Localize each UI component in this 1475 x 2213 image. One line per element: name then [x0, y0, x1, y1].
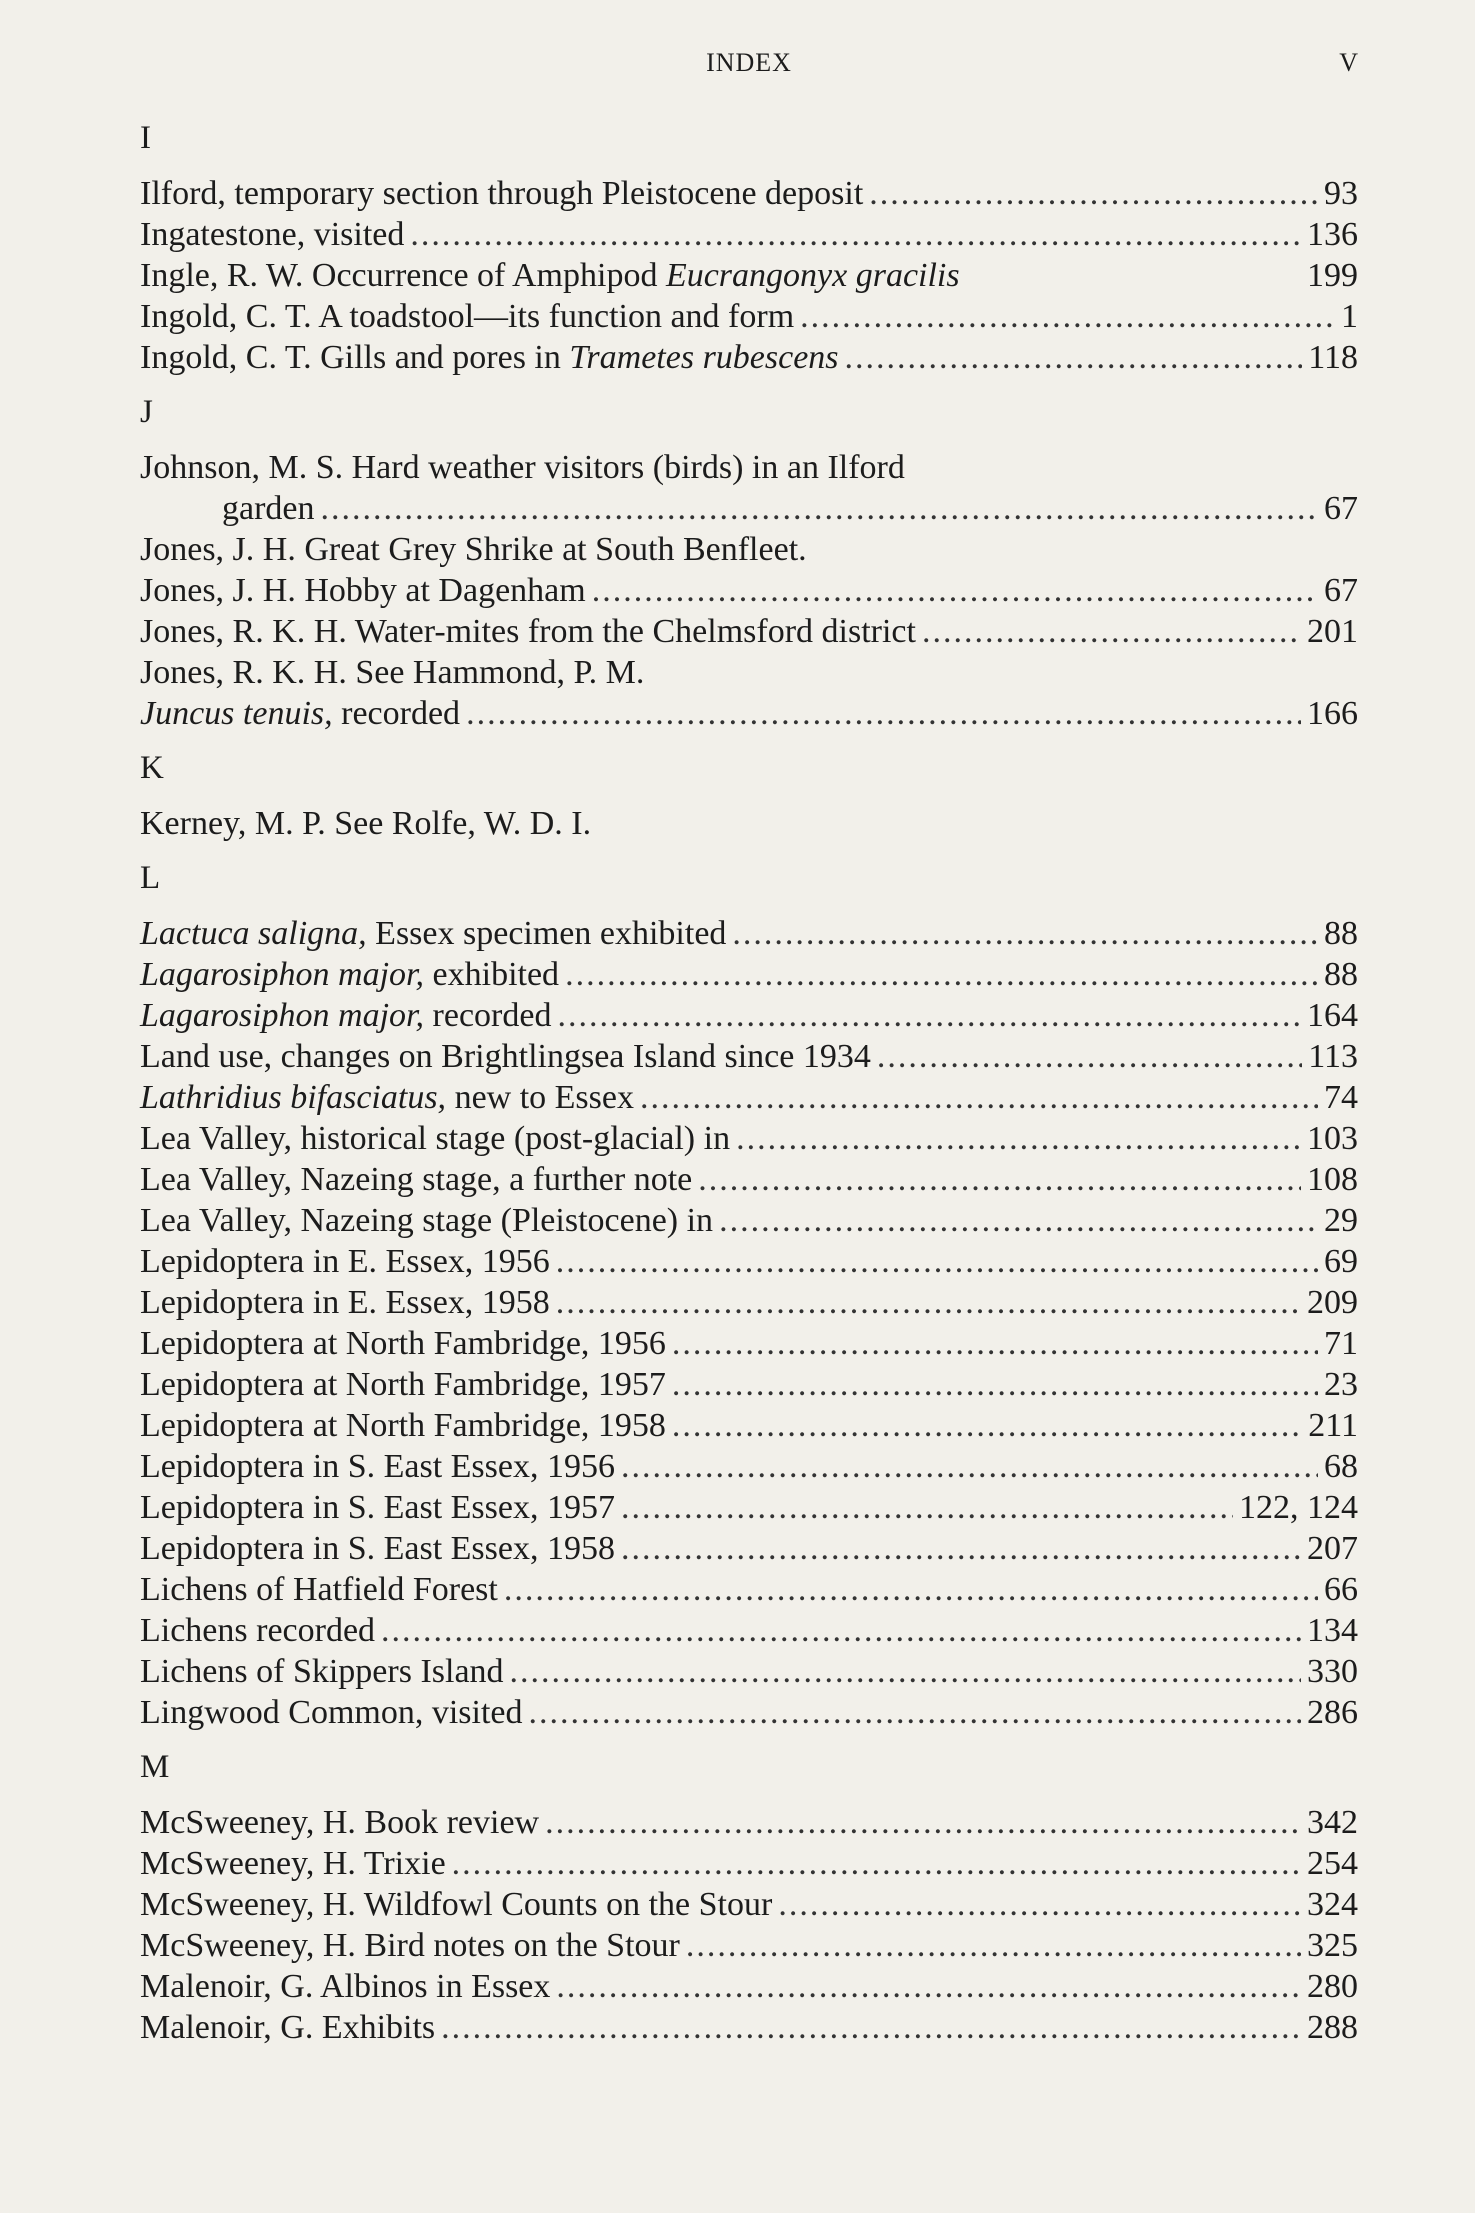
section-letter: I [140, 120, 151, 156]
leader-dots [556, 1241, 1318, 1282]
leader-dots [321, 488, 1318, 529]
leader-dots [621, 1528, 1301, 1569]
species-name: Lathridius bifasciatus, [140, 1079, 447, 1116]
entry-page-number: 330 [1307, 1653, 1358, 1690]
species-name: Lagarosiphon major, [140, 997, 425, 1034]
index-entry [140, 1118, 1358, 1159]
leader-dots [381, 1610, 1301, 1651]
leader-dots [736, 1118, 1301, 1159]
species-name: Trametes rubescens [569, 339, 839, 376]
entry-page-number: 88 [1324, 956, 1358, 993]
entry-label: Lichens of Hatfield Forest [140, 1571, 498, 1608]
entry-text: new to Essex [446, 1079, 634, 1116]
entry-page-number: 23 [1324, 1366, 1358, 1403]
leader-dots [922, 611, 1301, 652]
entry-page-number: 66 [1324, 1571, 1358, 1608]
leader-dots [510, 1651, 1301, 1692]
entry-page-number: 1 [1341, 298, 1358, 335]
entry-page-number: 254 [1307, 1845, 1358, 1882]
leader-dots [592, 570, 1318, 611]
entry-page-number: 71 [1324, 1325, 1358, 1362]
leader-dots [672, 1323, 1318, 1364]
entry-page-number: 118 [1308, 339, 1358, 376]
index-entry [140, 1569, 1358, 1610]
entry-page-number: 136 [1307, 216, 1358, 253]
leader-dots [621, 1446, 1318, 1487]
leader-dots [686, 1925, 1301, 1966]
index-entry [140, 173, 1358, 214]
entry-label: Jones, R. K. H. Water-mites from the Chelmsford district [140, 613, 916, 650]
entry-page-number: 201 [1307, 613, 1358, 650]
entry-text: Ingold, C. T. Gills and pores in [140, 339, 570, 376]
index-list [140, 118, 1358, 2048]
index-entry [140, 1323, 1358, 1364]
entry-label: Malenoir, G. Albinos in Essex [140, 1968, 551, 2005]
index-entry [140, 255, 1358, 296]
entry-label: Lepidoptera at North Fambridge, 1958 [140, 1407, 666, 1444]
entry-label [140, 1077, 634, 1118]
entry-label: Malenoir, G. Exhibits [140, 2009, 436, 2046]
entry-label: Jones, R. K. H. See Hammond, P. M. [140, 654, 645, 691]
entry-label [140, 954, 559, 995]
leader-dots [557, 995, 1301, 1036]
entry-text: Ingle, R. W. Occurrence of Amphipod [140, 257, 666, 294]
entry-page-number: 93 [1324, 175, 1358, 212]
index-entry [140, 1610, 1358, 1651]
index-entry [140, 1364, 1358, 1405]
entry-label: Lea Valley, historical stage (post-glacial) in [140, 1120, 731, 1157]
entry-label: Jones, J. H. Hobby at Dagenham [140, 572, 586, 609]
entry-label: Ingold, C. T. A toadstool—its function and form [140, 298, 795, 335]
entry-page-number: 67 [1324, 572, 1358, 609]
entry-page-number: 280 [1307, 1968, 1358, 2005]
entry-page-number: 325 [1307, 1927, 1358, 1964]
entry-page-number: 68 [1324, 1448, 1358, 1485]
entry-page-number: 286 [1307, 1694, 1358, 1731]
page-title: INDEX [706, 48, 792, 77]
leader-dots [529, 1692, 1302, 1733]
entry-page-number: 199 [1307, 257, 1358, 294]
leader-dots [504, 1569, 1318, 1610]
entry-page-number: 342 [1307, 1804, 1358, 1841]
entry-label: Lepidoptera in E. Essex, 1956 [140, 1243, 550, 1280]
page-header [140, 48, 1358, 88]
leader-dots [466, 693, 1301, 734]
section-letter: K [140, 750, 164, 786]
index-entry [140, 1884, 1358, 1925]
entry-page-number: 113 [1308, 1038, 1358, 1075]
index-entry [140, 1282, 1358, 1323]
entry-label: Lea Valley, Nazeing stage, a further note [140, 1161, 693, 1198]
index-entry [140, 995, 1358, 1036]
index-entry [140, 1487, 1358, 1528]
page-number: V [1339, 48, 1358, 77]
leader-dots [640, 1077, 1318, 1118]
index-entry [140, 1843, 1358, 1884]
leader-dots [877, 1036, 1302, 1077]
entry-label: Lea Valley, Nazeing stage (Pleistocene) in [140, 1202, 714, 1239]
entry-label: Lepidoptera in S. East Essex, 1958 [140, 1530, 615, 1567]
entry-page-number: 211 [1308, 1407, 1358, 1444]
entry-page-number: 74 [1324, 1079, 1358, 1116]
species-name: Lagarosiphon major, [140, 956, 425, 993]
leader-dots [800, 296, 1335, 337]
entry-page-number: 164 [1307, 997, 1358, 1034]
entry-label: Lepidoptera in E. Essex, 1958 [140, 1284, 550, 1321]
index-entry [140, 488, 1358, 529]
entry-page-number: 69 [1324, 1243, 1358, 1280]
entry-label: Lepidoptera in S. East Essex, 1956 [140, 1448, 615, 1485]
index-entry [140, 214, 1358, 255]
species-name: Lactuca saligna, [140, 915, 367, 952]
entry-page-number: 209 [1307, 1284, 1358, 1321]
index-entry [140, 1446, 1358, 1487]
leader-dots [869, 173, 1318, 214]
entry-page-number: 67 [1324, 490, 1358, 527]
leader-dots [732, 913, 1318, 954]
entry-label [140, 995, 551, 1036]
section-letter: J [140, 394, 153, 430]
entry-page-number: 288 [1307, 2009, 1358, 2046]
entry-page-number: 108 [1307, 1161, 1358, 1198]
entry-text: recorded [332, 695, 461, 732]
index-entry [140, 1651, 1358, 1692]
index-entry [140, 2007, 1358, 2048]
entry-label: McSweeney, H. Book review [140, 1804, 540, 1841]
index-entry [140, 1528, 1358, 1569]
leader-dots [410, 214, 1301, 255]
entry-label: Kerney, M. P. See Rolfe, W. D. I. [140, 805, 592, 842]
entry-page-number: 134 [1307, 1612, 1358, 1649]
entry-label: McSweeney, H. Bird notes on the Stour [140, 1927, 680, 1964]
entry-page-number: 88 [1324, 915, 1358, 952]
index-entry [140, 570, 1358, 611]
entry-label: Lepidoptera at North Fambridge, 1956 [140, 1325, 666, 1362]
leader-dots [672, 1405, 1302, 1446]
entry-page-number: 29 [1324, 1202, 1358, 1239]
leader-dots [778, 1884, 1301, 1925]
leader-dots [556, 1966, 1301, 2007]
entry-page-number: 166 [1307, 695, 1358, 732]
entry-label [140, 337, 839, 378]
entry-page-number: 207 [1307, 1530, 1358, 1567]
entry-label: Lepidoptera at North Fambridge, 1957 [140, 1366, 666, 1403]
index-entry [140, 1241, 1358, 1282]
section-letter: M [140, 1749, 170, 1785]
index-entry [140, 447, 1358, 488]
entry-text: exhibited [424, 956, 560, 993]
index-entry [140, 611, 1358, 652]
entry-label: McSweeney, H. Trixie [140, 1845, 446, 1882]
leader-dots [621, 1487, 1233, 1528]
entry-label: Jones, J. H. Great Grey Shrike at South Benfleet. [140, 531, 807, 568]
leader-dots [441, 2007, 1301, 2048]
leader-dots [452, 1843, 1301, 1884]
entry-text: recorded [424, 997, 552, 1034]
index-entry [140, 652, 1358, 693]
leader-dots [845, 337, 1303, 378]
entry-page-number: 324 [1307, 1886, 1358, 1923]
section-letter: L [140, 860, 161, 896]
index-entry [140, 1159, 1358, 1200]
index-entry [140, 1692, 1358, 1733]
index-entry [140, 954, 1358, 995]
entry-label [140, 693, 460, 734]
entry-label [140, 255, 960, 296]
entry-page-number: 103 [1307, 1120, 1358, 1157]
leader-dots [698, 1159, 1301, 1200]
entry-text: Essex specimen exhibited [366, 915, 727, 952]
index-entry [140, 296, 1358, 337]
entry-page-number: 122, 124 [1239, 1489, 1358, 1526]
index-entry [140, 1405, 1358, 1446]
entry-label: garden [222, 490, 315, 527]
leader-dots [565, 954, 1318, 995]
index-entry [140, 913, 1358, 954]
index-entry [140, 693, 1358, 734]
leader-dots [719, 1200, 1318, 1241]
index-entry [140, 1966, 1358, 2007]
leader-dots [545, 1802, 1301, 1843]
index-entry [140, 1077, 1358, 1118]
entry-label: Lepidoptera in S. East Essex, 1957 [140, 1489, 615, 1526]
leader-dots [672, 1364, 1318, 1405]
entry-label: Lingwood Common, visited [140, 1694, 523, 1731]
index-entry [140, 1200, 1358, 1241]
entry-label: Johnson, M. S. Hard weather visitors (birds) in an Ilford [140, 449, 905, 486]
entry-label [140, 913, 726, 954]
index-entry [140, 803, 1358, 844]
species-name: Eucrangonyx gracilis [665, 257, 960, 294]
leader-dots [556, 1282, 1301, 1323]
entry-label: Ingatestone, visited [140, 216, 405, 253]
entry-label: Land use, changes on Brightlingsea Island since 1934 [140, 1038, 871, 1075]
entry-label: Lichens of Skippers Island [140, 1653, 504, 1690]
index-entry [140, 1036, 1358, 1077]
species-name: Juncus tenuis, [140, 695, 333, 732]
index-entry [140, 1925, 1358, 1966]
index-entry [140, 1802, 1358, 1843]
entry-label: Lichens recorded [140, 1612, 376, 1649]
index-entry [140, 337, 1358, 378]
entry-label: McSweeney, H. Wildfowl Counts on the Stour [140, 1886, 773, 1923]
index-entry [140, 529, 1358, 570]
entry-label: Ilford, temporary section through Pleistocene deposit [140, 175, 864, 212]
